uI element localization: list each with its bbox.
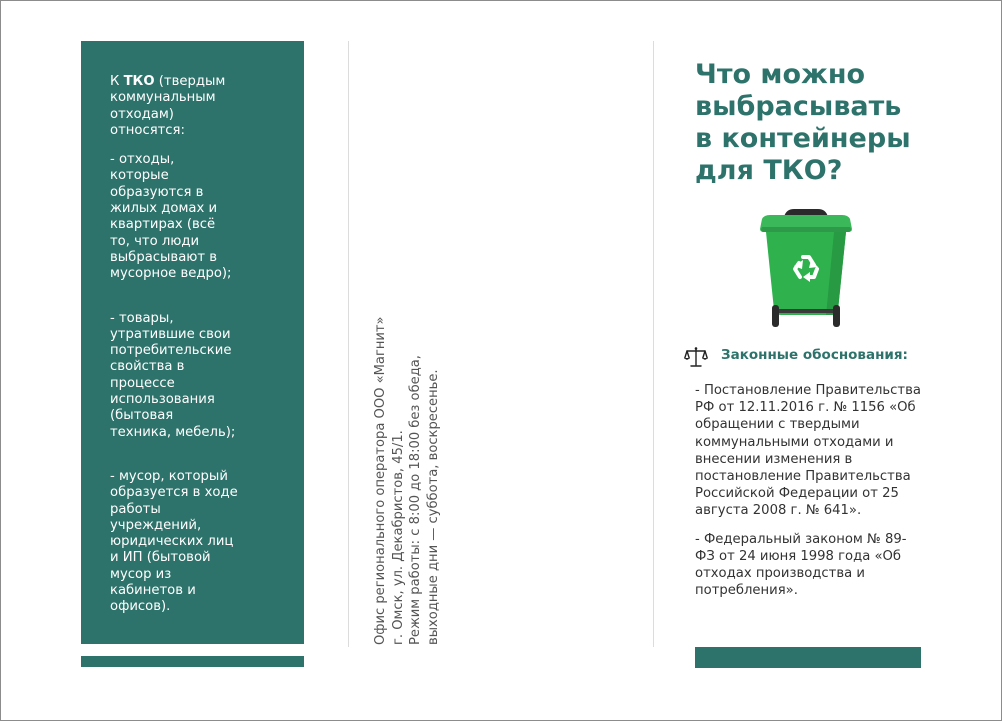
item-line: - товары, <box>110 310 174 326</box>
legal-line: РФ от 12.11.2016 г. № 1156 «Об <box>695 400 916 416</box>
address-line: Режим работы: с 8:00 до 18:00 без обеда, <box>408 355 423 645</box>
legal-heading: Законные обоснования: <box>721 347 908 363</box>
legal-item <box>695 382 925 520</box>
item-line: образуется в ходе <box>110 485 238 501</box>
legal-line: ФЗ от 24 июня 1998 года «Об <box>695 548 902 564</box>
intro-line: отходам) <box>110 106 174 122</box>
intro-k: К <box>110 74 124 89</box>
item-line: свойства в <box>110 359 185 375</box>
left-panel-text <box>110 74 290 629</box>
page-title <box>695 59 955 187</box>
left-panel <box>81 41 304 644</box>
legal-line: потребления». <box>695 583 798 599</box>
item-line: которые <box>110 168 169 184</box>
item-line: - мусор, который <box>110 468 228 484</box>
legal-line: Российской Федерации от 25 <box>695 486 899 502</box>
address-line: г. Омск, ул. Декабристов, 45/1. <box>390 430 406 645</box>
item-line: потребительские <box>110 343 232 359</box>
item-line: - отходы, <box>110 152 175 168</box>
item-line: юридических лиц <box>110 534 234 550</box>
item-line: образуются в <box>110 184 204 200</box>
recycle-bin-icon <box>756 205 856 330</box>
legal-line: - Постановление Правительства <box>695 383 921 398</box>
right-footer-bar <box>695 647 921 668</box>
title-line: Что можно <box>695 59 866 90</box>
list-item <box>110 311 290 441</box>
intro-line: коммунальным <box>110 90 216 106</box>
legal-line: внесении изменения в <box>695 451 853 467</box>
item-line: учреждений, <box>110 517 202 533</box>
legal-basis <box>695 382 925 610</box>
title-line: в контейнеры <box>695 123 911 154</box>
item-line: и ИП (бытовой <box>110 550 211 566</box>
list-item <box>110 469 290 616</box>
address-line: Офис регионального оператора ООО «Магнит» <box>373 316 388 645</box>
item-line: офисов). <box>110 599 171 615</box>
item-line: мусорное ведро); <box>110 266 232 282</box>
office-address <box>372 315 442 645</box>
item-line: то, что люди <box>110 233 200 249</box>
intro-paragraph <box>110 74 290 139</box>
intro-tko: ТКО <box>123 74 155 89</box>
intro-line: относятся: <box>110 122 185 138</box>
fold-separator-right <box>653 41 654 647</box>
item-line: техника, мебель); <box>110 424 236 440</box>
title-line: выбрасывать <box>695 91 902 122</box>
title-line: для ТКО? <box>695 155 843 186</box>
intro-text: (твердым <box>154 74 226 89</box>
left-footer-bar <box>81 656 304 667</box>
item-line: использования <box>110 392 215 408</box>
scales-icon <box>684 346 708 368</box>
legal-line: обращении с твердыми <box>695 417 860 433</box>
item-line: жилых домах и <box>110 201 218 217</box>
legal-line: коммунальными отходами и <box>695 434 894 450</box>
address-line: выходные дни — суббота, воскресенье. <box>425 369 441 645</box>
legal-line: отходах производства и <box>695 566 865 582</box>
item-line: утратившие свои <box>110 326 231 342</box>
item-line: кабинетов и <box>110 583 196 599</box>
fold-separator-left <box>348 41 349 647</box>
list-item <box>110 152 290 282</box>
item-line: мусор из <box>110 566 172 582</box>
legal-item <box>695 531 925 600</box>
legal-line: августа 2008 г. № 641». <box>695 503 862 519</box>
legal-line: - Федеральный законом № 89- <box>695 531 907 547</box>
item-line: работы <box>110 501 161 517</box>
item-line: (бытовая <box>110 408 174 424</box>
item-line: процессе <box>110 375 175 391</box>
item-line: квартирах (всё <box>110 217 216 233</box>
item-line: выбрасывают в <box>110 249 218 265</box>
legal-line: постановление Правительства <box>695 469 911 485</box>
